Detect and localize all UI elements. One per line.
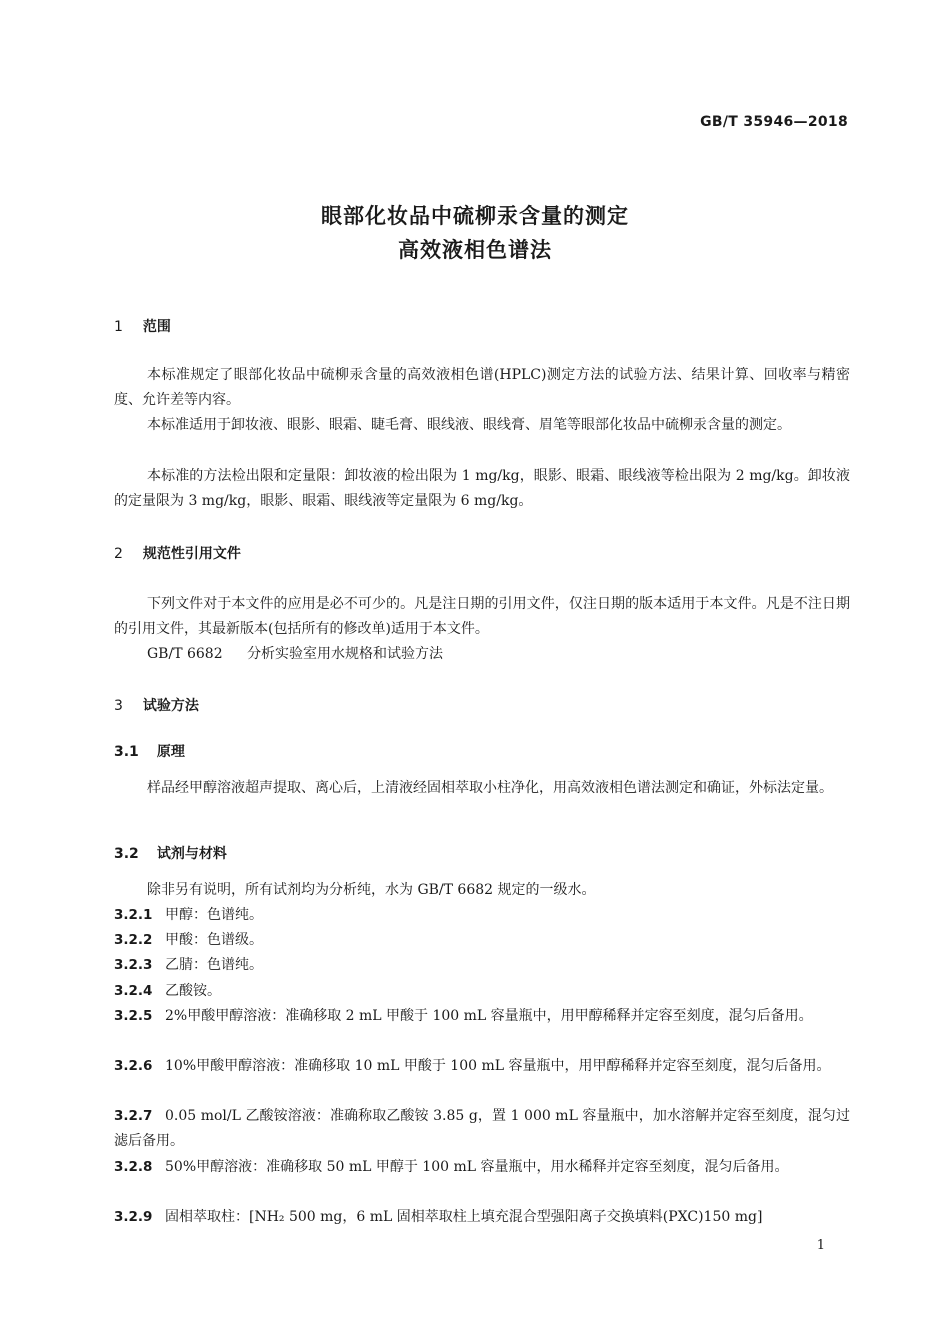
section-title: 范围: [142, 319, 171, 335]
item-text: 甲酸：色谱级。: [165, 932, 263, 948]
item-text: 10%甲酸甲醇溶液：准确移取 10 mL 甲酸于 100 mL 容量瓶中，用甲醇稀释并定容至刻度，混匀后备用。: [165, 1058, 831, 1074]
section-number: 1: [114, 319, 123, 335]
item-number: 3.2.9: [114, 1209, 153, 1225]
subsection-title: 试剂与材料: [156, 846, 227, 862]
list-item: [114, 1004, 850, 1029]
section-title: 规范性引用文件: [142, 546, 241, 562]
subsection-3-2-heading: [114, 843, 227, 863]
item-number: 3.2.7: [114, 1108, 153, 1124]
section-number: 3: [114, 698, 123, 714]
section-1-heading: [114, 316, 171, 336]
item-text: 乙酸铵。: [165, 983, 221, 999]
paragraph: 样品经甲醇溶液超声提取、离心后，上清液经固相萃取小柱净化，用高效液相色谱法测定和确证，外标法定量。: [147, 780, 833, 796]
reference-title: 分析实验室用水规格和试验方法: [247, 646, 444, 662]
section-number: 2: [114, 546, 123, 562]
item-text: 0.05 mol/L 乙酸铵溶液：准确称取乙酸铵 3.85 g，置 1 000 mL 容量瓶中，加水溶解并定容至刻度，混匀过滤后备用。: [114, 1108, 850, 1149]
item-number: 3.2.4: [114, 983, 153, 999]
item-text: 固相萃取柱：[NH₂ 500 mg，6 mL 固相萃取柱上填充混合型强阳离子交换填料(PXC)150 mg]: [165, 1209, 763, 1225]
item-text: 乙腈：色谱纯。: [165, 957, 263, 973]
paragraph: 本标准规定了眼部化妆品中硫柳汞含量的高效液相色谱(HPLC)测定方法的试验方法、结果计算、回收率与精密度、允许差等内容。: [114, 367, 850, 408]
paragraph: 本标准适用于卸妆液、眼影、眼霜、睫毛膏、眼线液、眼线膏、眉笔等眼部化妆品中硫柳汞含量的测定。: [147, 417, 791, 433]
list-item: [114, 928, 850, 953]
item-number: 3.2.1: [114, 907, 153, 923]
paragraph: 本标准的方法检出限和定量限：卸妆液的检出限为 1 mg/kg，眼影、眼霜、眼线液等检出限为 2 mg/kg。卸妆液的定量限为 3 mg/kg，眼影、眼霜、眼线液等定量限为 6 mg/kg。: [114, 468, 850, 509]
item-number: 3.2.6: [114, 1058, 153, 1074]
list-item: [114, 903, 850, 928]
page-number: 1: [816, 1238, 825, 1253]
list-item: [114, 1155, 850, 1180]
document-title: 眼部化妆品中硫柳汞含量的测定: [321, 204, 629, 228]
subsection-3-1-heading: [114, 741, 185, 761]
document-subtitle: 高效液相色谱法: [398, 238, 552, 262]
item-text: 2%甲酸甲醇溶液：准确移取 2 mL 甲酸于 100 mL 容量瓶中，用甲醇稀释并定容至刻度，混匀后备用。: [165, 1008, 813, 1024]
item-number: 3.2.8: [114, 1159, 153, 1175]
section-title: 试验方法: [142, 698, 199, 714]
paragraph: 除非另有说明，所有试剂均为分析纯，水为 GB/T 6682 规定的一级水。: [147, 882, 596, 898]
item-text: 50%甲醇溶液：准确移取 50 mL 甲醇于 100 mL 容量瓶中，用水稀释并定容至刻度，混匀后备用。: [165, 1159, 789, 1175]
item-number: 3.2.5: [114, 1008, 153, 1024]
section-2-heading: [114, 543, 241, 563]
list-item: [114, 979, 850, 1004]
list-item: [114, 1054, 850, 1079]
normative-reference: [147, 642, 443, 667]
item-text: 甲醇：色谱纯。: [165, 907, 263, 923]
list-item: [114, 1205, 850, 1230]
subsection-number: 3.1: [114, 744, 139, 760]
list-item: [114, 1104, 850, 1154]
item-number: 3.2.3: [114, 957, 153, 973]
standard-number: GB/T 35946—2018: [700, 114, 848, 130]
subsection-number: 3.2: [114, 846, 139, 862]
item-number: 3.2.2: [114, 932, 153, 948]
reference-code: GB/T 6682: [147, 646, 223, 662]
paragraph: 下列文件对于本文件的应用是必不可少的。凡是注日期的引用文件，仅注日期的版本适用于本文件。凡是不注日期的引用文件，其最新版本(包括所有的修改单)适用于本文件。: [114, 596, 850, 637]
list-item: [114, 953, 850, 978]
section-3-heading: [114, 695, 199, 715]
subsection-title: 原理: [156, 744, 185, 760]
